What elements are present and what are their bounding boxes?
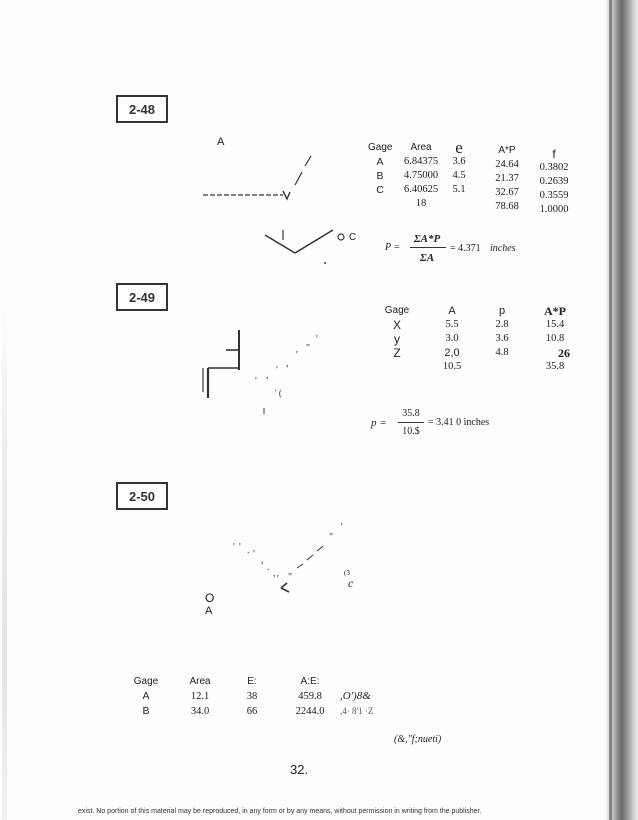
sketch-label-small: (3 (344, 569, 350, 577)
f-header: f (552, 147, 556, 161)
ap-header: A*P (498, 145, 516, 156)
scan-binding-line (609, 0, 612, 820)
f-column (535, 147, 573, 217)
equation-numerator: 35.8 (402, 408, 420, 419)
e-column (240, 674, 264, 719)
equation-result: = 4.371 (450, 243, 481, 254)
area-header: Area (410, 142, 432, 153)
e-cell: 4.5 (452, 170, 466, 181)
area-cell: 6.40625 (403, 184, 439, 195)
extra-cell: ,4· 8'1 ·Z (340, 706, 374, 716)
gage-sketch-49 (200, 328, 330, 418)
svg-text:': ' (276, 365, 278, 376)
gage-cell: A (142, 690, 150, 702)
p-column (488, 304, 516, 360)
equation-unit: inches (490, 243, 516, 254)
sketch-label-o: O (205, 591, 215, 605)
e-cell: 3.6 (452, 156, 466, 167)
p-cell: 4.8 (495, 347, 509, 358)
f-cell: 0.2639 (539, 176, 569, 187)
sketch-label-c: C (349, 232, 357, 243)
area-header: Area (189, 676, 211, 687)
area-cell: 6.84375 (403, 156, 439, 167)
fraction-bar (410, 247, 446, 248)
svg-text:,: , (261, 555, 264, 566)
ae-cell: 459.8 (298, 691, 322, 702)
gage-header: Gage (368, 142, 393, 153)
problem-number-box (116, 482, 168, 510)
gage-column (368, 141, 392, 197)
svg-text:' (: ' ( (275, 388, 282, 398)
gage-header: Gage (133, 676, 159, 687)
f-cell: 0.3559 (539, 190, 569, 201)
e-cell: 38 (246, 691, 258, 702)
ap-cell: 24.64 (495, 159, 519, 170)
fraction-bar (398, 422, 424, 423)
a-column (438, 304, 466, 374)
svg-text:': ' (316, 334, 318, 345)
gage-sketch-50 (225, 520, 355, 600)
area-column (400, 141, 442, 211)
svg-text:,: , (286, 358, 289, 369)
svg-text:": " (288, 572, 293, 583)
svg-text:': ' (341, 522, 343, 533)
problem-number-box (116, 283, 168, 311)
extra-cell: ,O')8& (340, 690, 371, 702)
sketch-label-a: A (205, 605, 213, 617)
equation-denominator: 10.$ (402, 426, 420, 437)
extra-column (340, 674, 386, 719)
a-header: A (448, 305, 456, 317)
area-total: 18 (415, 198, 427, 209)
ap-cell: 21.37 (495, 173, 519, 184)
gage-cell: B (376, 170, 384, 182)
gage-cell: X (392, 318, 401, 332)
f-cell: 0.3802 (539, 162, 569, 173)
svg-text:,: , (273, 568, 276, 579)
ae-column (288, 674, 332, 719)
svg-text:': ' (255, 376, 257, 387)
e-cell: 66 (246, 706, 258, 717)
equation-denominator: ΣA (419, 252, 435, 264)
svg-text:': ' (277, 574, 279, 585)
ae-cell: 2244.0 (295, 706, 325, 717)
ap-column (536, 304, 574, 374)
sketch-label-a: A (217, 136, 225, 148)
ap-cell: 32.67 (495, 187, 519, 198)
equation-numerator: ΣA*P (413, 233, 441, 245)
ap-cell: 10.8 (545, 333, 565, 344)
problem-number-box (116, 95, 168, 123)
gage-cell: C (376, 184, 384, 196)
a-cell: 5.5 (445, 319, 459, 330)
handwritten-note: (&,"f;nueti) (394, 734, 442, 745)
e-header: e (455, 138, 463, 157)
ap-total: 78.68 (495, 201, 519, 212)
gage-cell: A (376, 156, 384, 168)
area-column (185, 674, 215, 719)
ap-cell: 15.4 (545, 319, 565, 330)
area-cell: 4.75000 (403, 170, 439, 181)
page-number: 32. (290, 762, 309, 777)
ae-header: A:E: (300, 676, 320, 687)
gage-column (131, 674, 161, 719)
gage-cell: Z (393, 346, 401, 360)
svg-text:.: . (267, 562, 270, 573)
ap-column (488, 144, 526, 214)
gage-sketch-48 (195, 150, 370, 270)
p-header: p (498, 305, 506, 317)
svg-text:": " (329, 532, 334, 543)
ap-total: 35.8 (545, 361, 565, 372)
equation-result: = 3.41 0 inches (428, 417, 490, 428)
svg-text:': ' (296, 350, 298, 361)
svg-text:': ' (239, 542, 241, 553)
e-cell: 5.1 (452, 184, 466, 195)
a-cell: 3.0 (445, 333, 459, 344)
area-cell: 12.1 (190, 691, 210, 702)
problem-number: 2-50 (128, 488, 156, 504)
svg-text:,: , (266, 370, 269, 381)
gage-cell: B (142, 705, 150, 717)
gage-cell: y (394, 332, 400, 346)
e-header: E: (247, 676, 257, 687)
problem-number: 2-48 (128, 101, 156, 117)
a-cell: 2,0 (444, 347, 460, 359)
copyright-footer: exist. No portion of this material may be reproduced, in any form or by any means, without permission in writing from the publisher. (78, 808, 482, 815)
svg-text:': ' (233, 542, 235, 553)
ap-cell: 26 (558, 346, 570, 360)
gage-header: Gage (384, 305, 410, 316)
a-total: 10.5 (442, 361, 462, 372)
p-cell: 3.6 (495, 333, 509, 344)
sketch-label-c: c (348, 576, 354, 590)
svg-text:.: . (247, 545, 250, 556)
ap-header: A*P (544, 304, 566, 318)
f-total: 1.0000 (539, 204, 569, 215)
area-cell: 34.0 (190, 706, 210, 717)
equation-lhs: p = (371, 417, 387, 429)
svg-text:': ' (253, 549, 255, 560)
scan-shadow-left (2, 300, 7, 820)
e-column (449, 138, 469, 197)
svg-text:": " (306, 343, 311, 354)
gage-column (380, 304, 414, 360)
problem-number: 2-49 (128, 289, 156, 305)
equation-lhs: P = (385, 242, 401, 253)
p-cell: 2.8 (495, 319, 509, 330)
